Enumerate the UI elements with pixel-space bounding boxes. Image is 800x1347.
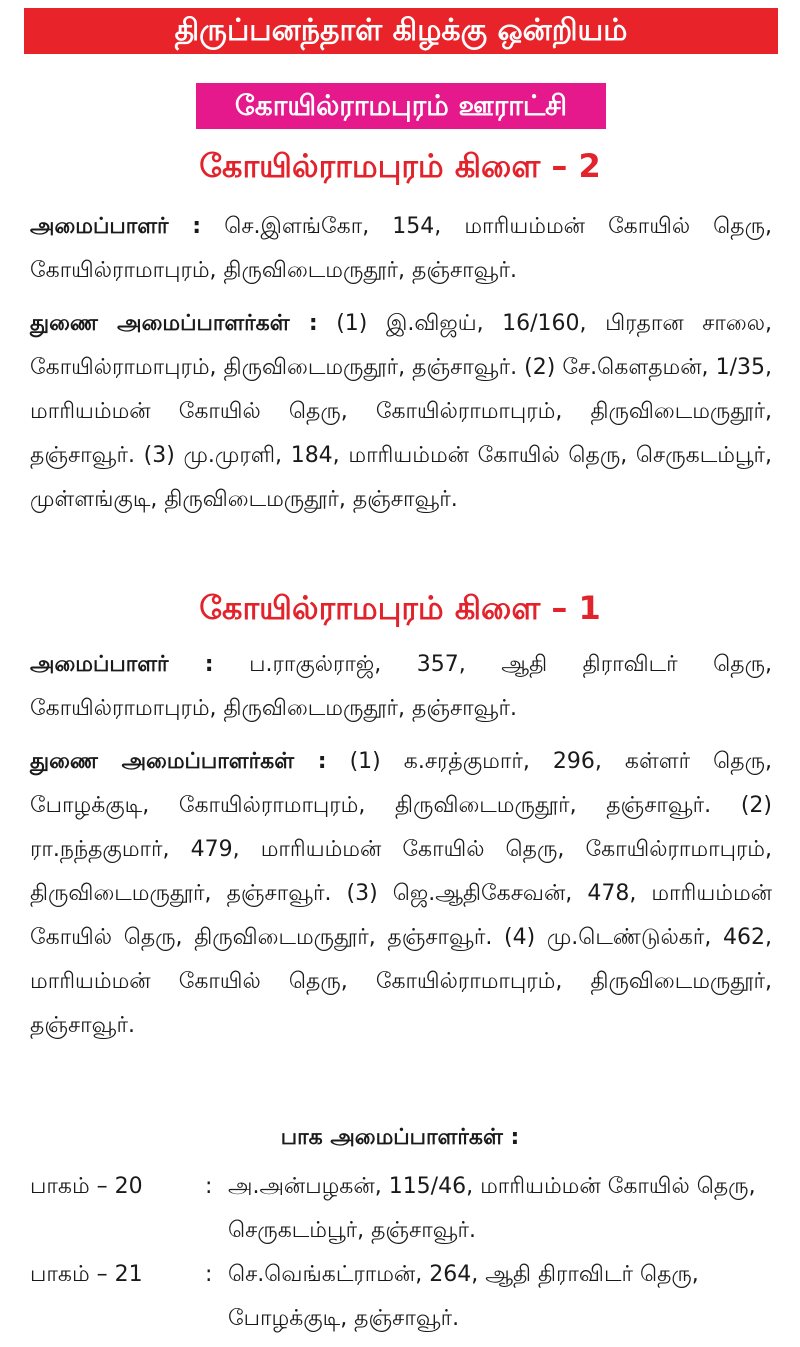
branch1-heading: கோயில்ராமபுரம் கிளை – 1 xyxy=(199,589,601,627)
part-colon: : xyxy=(205,1262,213,1287)
branch2-organizer xyxy=(30,205,772,293)
part-colon: : xyxy=(205,1174,213,1199)
part-row xyxy=(30,1253,772,1341)
branch1-deputy-text: (1) க.சரத்குமார், 296, கள்ளர் தெரு, போழக்குடி, கோயில்ராமாபுரம், திருவிடைமருதூர், தஞ்சாவூர். (2) ரா.நந்தகுமார், 479, மாரியம்மன் கோயில் தெரு, கோயில்ராமாபுரம், திருவிடைமருதூர், தஞ்சாவூர். (3) ஜெ.ஆதிகேசவன், 478, மாரியம்மன் கோயில் தெரு, திருவிடைமருதூர், தஞ்சாவூர். (4) மு.டெண்டுல்கர், 462, மாரியம்மன் கோயில் தெரு, கோயில்ராமாபுரம், திருவிடைமருதூர், தஞ்சாவூர். xyxy=(30,749,773,1038)
part-name: பாகம் – 20 xyxy=(30,1174,143,1199)
branch1-deputy-label: துணை அமைப்பாளர்கள் : xyxy=(30,749,327,774)
branch2-deputy-text: (1) இ.விஜய், 16/160, பிரதான சாலை, கோயில்ராமாபுரம், திருவிடைமருதூர், தஞ்சாவூர். (2) சே.கௌதமன், 1/35, மாரியம்மன் கோயில் தெரு, கோயில்ராமாபுரம், திருவிடைமருதூர், தஞ்சாவூர். (3) மு.முரளி, 184, மாரியம்மன் கோயில் தெரு, செருகடம்பூர், முள்ளங்குடி, திருவிடைமருதூர், தஞ்சாவூர். xyxy=(30,311,773,512)
parts-label: பாக அமைப்பாளர்கள் : xyxy=(280,1125,520,1150)
union-title-banner: திருப்பனந்தாள் கிழக்கு ஒன்றியம் xyxy=(24,8,778,54)
branch1-organizer xyxy=(30,643,772,731)
branch2-deputy-label: துணை அமைப்பாளர்கள் : xyxy=(30,311,318,336)
part-name: பாகம் – 21 xyxy=(30,1262,143,1287)
branch1-deputies xyxy=(30,740,772,1048)
branch1-organizer-text: ப.ராகுல்ராஜ், 357, ஆதி திராவிடர் தெரு, கோயில்ராமாபுரம், திருவிடைமருதூர், தஞ்சாவூர். xyxy=(30,652,772,721)
branch2-deputies xyxy=(30,302,772,522)
panchayat-title-banner: கோயில்ராமபுரம் ஊராட்சி xyxy=(196,83,606,129)
branch2-organizer-label: அமைப்பாளர் : xyxy=(30,214,202,239)
part-text: செ.வெங்கட்ராமன், 264, ஆதி திராவிடர் தெரு, போழக்குடி, தஞ்சாவூர். xyxy=(228,1262,699,1331)
branch2-organizer-text: செ.இளங்கோ, 154, மாரியம்மன் கோயில் தெரு, கோயில்ராமாபுரம், திருவிடைமருதூர், தஞ்சாவூர். xyxy=(30,214,773,283)
branch1-organizer-label: அமைப்பாளர் : xyxy=(30,652,214,677)
branch2-heading: கோயில்ராமபுரம் கிளை – 2 xyxy=(199,147,601,185)
part-text: அ.அன்பழகன், 115/46, மாரியம்மன் கோயில் தெரு, செருகடம்பூர், தஞ்சாவூர். xyxy=(228,1174,756,1243)
part-row xyxy=(30,1165,772,1253)
